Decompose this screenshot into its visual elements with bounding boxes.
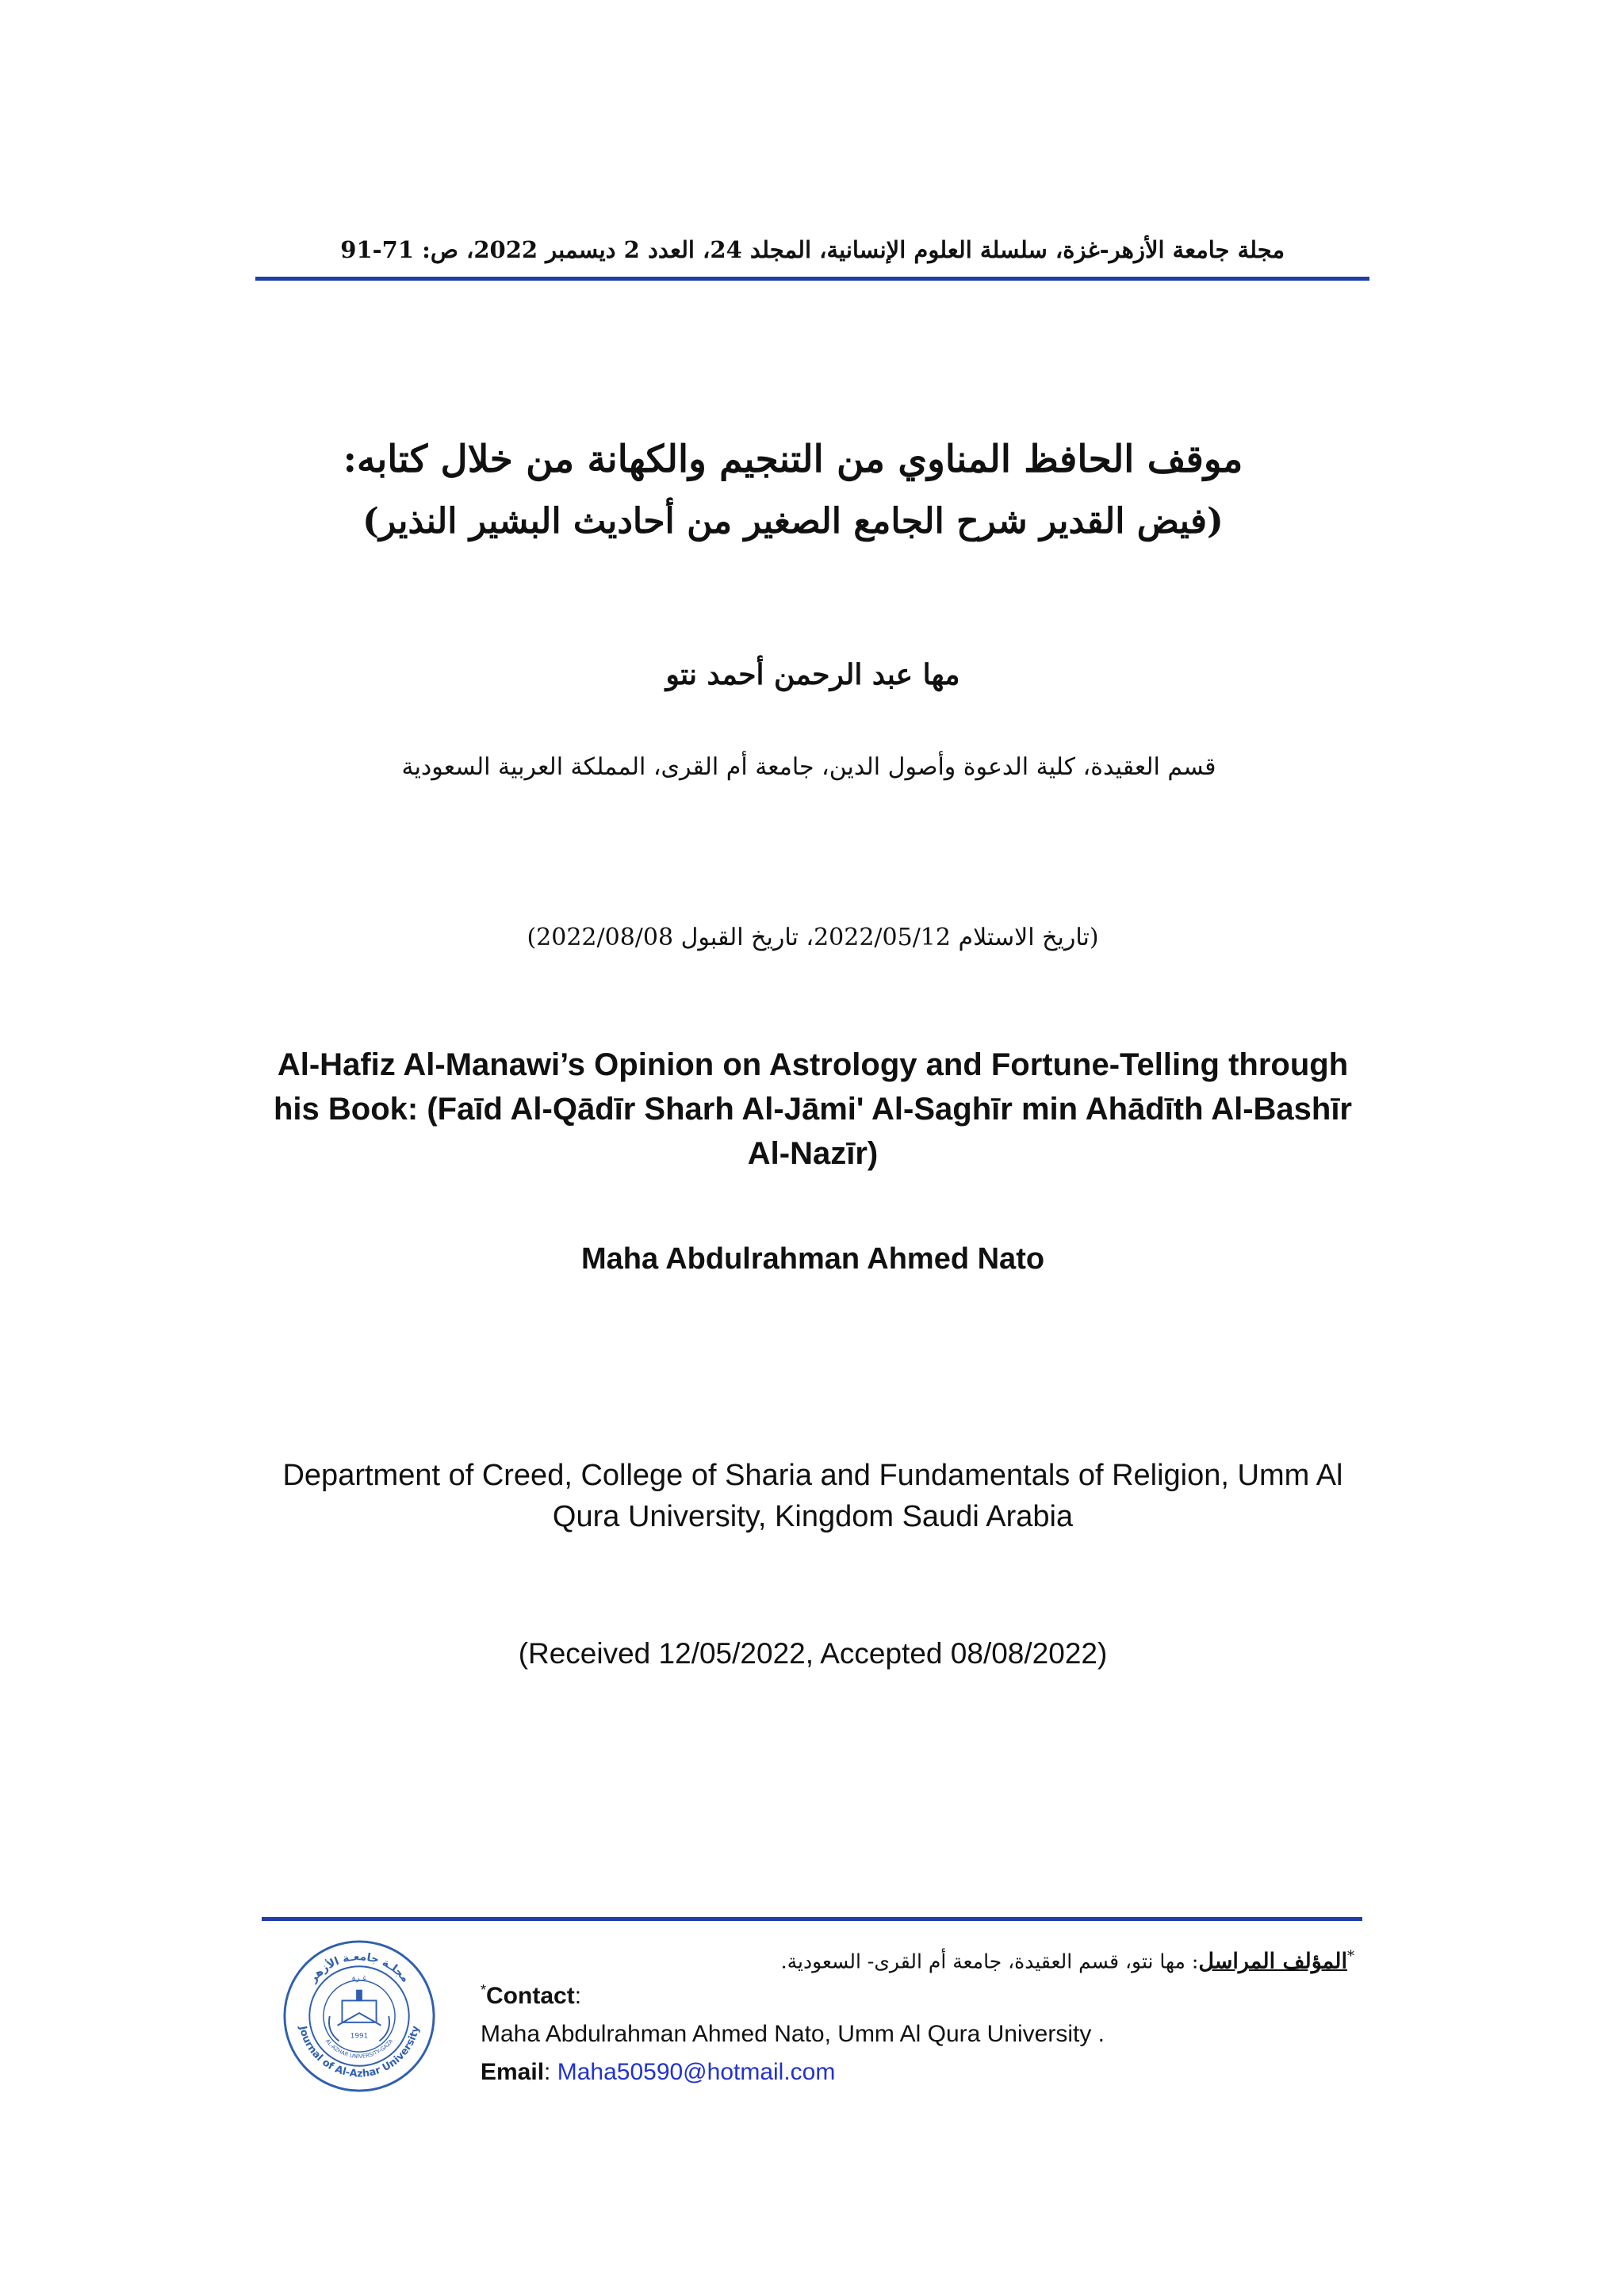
corresponding-author-text: : مها نتو، قسم العقيدة، جامعة أم القرى- السعودية. <box>780 1950 1199 1973</box>
email-line <box>481 2059 835 2086</box>
contact-details: Maha Abdulrahman Ahmed Nato, Umm Al Qura University . <box>481 2021 1105 2047</box>
journal-seal-logo <box>282 1938 437 2094</box>
seal-top-text: مجلـة جامعـة الأزهر <box>306 1950 412 1985</box>
arabic-title-line-1: موقف الحافظ المناوي من التنجيم والكهانة من خلال كتابه: <box>343 438 1243 481</box>
english-title: Al-Hafiz Al-Manawi’s Opinion on Astrology and Fortune-Telling through his Book: (Faīd Al-Qādīr Sharh Al-Jāmi' Al-Saghīr min Ahādīth Al-Bashīr Al-Nazīr) <box>274 1047 1352 1171</box>
contact-colon: : <box>574 1983 582 2009</box>
seal-year: 1991 <box>350 2032 369 2041</box>
contact-heading <box>481 1982 581 2010</box>
header-rule <box>255 277 1369 281</box>
english-affiliation: Department of Creed, College of Sharia and Fundamentals of Religion, Umm Al Qura University, Kingdom Saudi Arabia <box>282 1459 1343 1533</box>
arabic-author: مها عبد الرحمن أحمد نتو <box>665 658 960 691</box>
arabic-title-line-2: (فيض القدير شرح الجامع الصغير من أحاديث البشير النذير) <box>362 501 1224 541</box>
footnote-mark: * <box>1347 1948 1354 1965</box>
contact-label: Contact <box>486 1983 575 2009</box>
seal-sub-text: غـزة <box>351 1973 367 1983</box>
journal-header: مجلة جامعة الأزهر-غزة، سلسلة العلوم الإنسانية، المجلد 24، العدد 2 ديسمبر 2022، ص: 71-91 <box>340 236 1285 263</box>
arabic-dates: (تاريخ الاستلام 2022/05/12، تاريخ القبول 2022/08/08) <box>527 924 1099 951</box>
email-label: Email <box>481 2059 545 2085</box>
email-link[interactable]: Maha50590@hotmail.com <box>557 2059 836 2085</box>
seal-mid-text: AL-AZHAR UNIVERSITY-GAZA <box>324 2038 395 2060</box>
email-colon: : <box>544 2059 557 2085</box>
english-dates: (Received 12/05/2022, Accepted 08/08/2022) <box>518 1637 1108 1670</box>
english-author: Maha Abdulrahman Ahmed Nato <box>580 1242 1045 1276</box>
arabic-corresponding-author <box>0 1948 1354 1973</box>
footnote-mark: * <box>481 1982 487 1998</box>
footer-rule <box>262 1917 1362 1921</box>
seal-bottom-text: Journal of Al-Azhar University <box>296 2024 423 2080</box>
corresponding-author-label: المؤلف المراسل <box>1198 1949 1347 1974</box>
arabic-affiliation: قسم العقيدة، كلية الدعوة وأصول الدين، جامعة أم القرى، المملكة العربية السعودية <box>401 753 1216 781</box>
